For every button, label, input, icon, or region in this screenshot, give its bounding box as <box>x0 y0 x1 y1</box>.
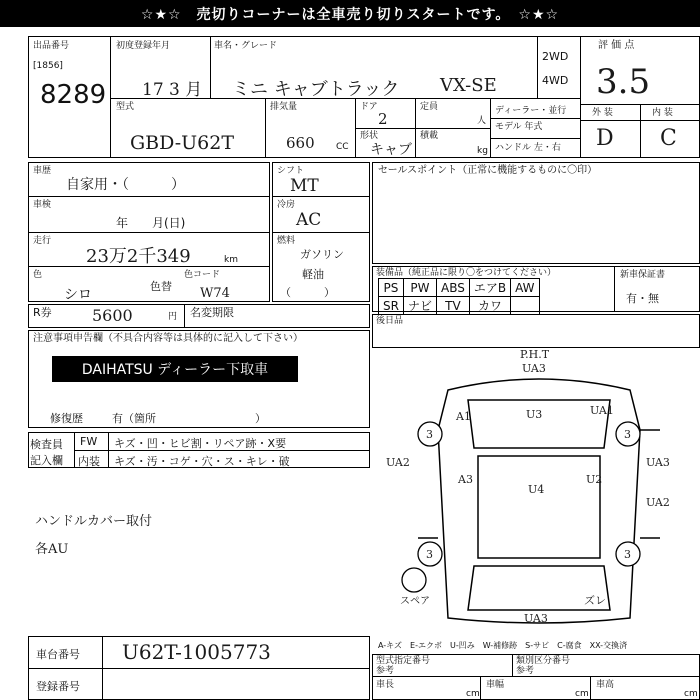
color-code-value: W74 <box>200 286 230 301</box>
color-value: シロ <box>64 287 92 303</box>
inspector-row1: キズ・凹・ヒビ割・リペア跡・X要 <box>114 437 287 450</box>
chassis-number: U62T-1005773 <box>122 640 271 664</box>
spare-label: スペア <box>400 596 430 607</box>
displacement-unit: CC <box>336 142 349 152</box>
height-label: 車高 <box>596 680 615 690</box>
history-label: 車歴 <box>33 166 52 176</box>
inspector-label: 検査員 <box>30 438 63 451</box>
recycle-unit: 円 <box>168 312 178 322</box>
handle-label: ハンドル 左・右 <box>495 143 561 153</box>
lot-number-label: 出品番号 <box>33 41 70 51</box>
equipment-label: 装備品（純正品に限り〇をつけてください） <box>376 268 557 278</box>
first-registration-label: 初度登録年月 <box>116 41 171 51</box>
fuel-option: 軽油 <box>302 268 324 281</box>
load-label: 積載 <box>420 131 439 141</box>
shift-label: シフト <box>277 166 305 176</box>
damage-legend: A-キズ E-エクボ U-凹み W-補修跡 S-サビ C-腐食 XX-交換済 <box>378 641 628 650</box>
name-change-deadline-label: 名変期限 <box>190 306 234 319</box>
mark-front: UA3 <box>522 362 546 375</box>
after-items-label: 後日品 <box>376 316 404 326</box>
chassis-label: 車台番号 <box>36 648 80 661</box>
mark-left-front: A1 <box>456 410 471 423</box>
shift-value: MT <box>290 176 319 196</box>
equip-tv: TV <box>436 297 469 315</box>
exterior-label: 外 装 <box>592 108 613 118</box>
spare-tire <box>402 568 426 592</box>
car-name-label: 車名・グレード <box>214 41 278 51</box>
vehicle-damage-diagram <box>378 348 700 630</box>
mark-right-front: UA1 <box>590 404 614 417</box>
interior-grade: C <box>660 126 677 151</box>
equip-pw: PW <box>403 279 436 297</box>
color-label: 色 <box>33 270 43 280</box>
color-code-label: 色コード <box>184 270 221 280</box>
inspector-row2: キズ・汚・コゲ・穴・ス・キレ・破 <box>114 455 290 468</box>
model-year-label: モデル 年式 <box>495 122 543 132</box>
lot-number: 8289 <box>40 80 107 110</box>
width-label: 車幅 <box>486 680 505 690</box>
warranty-label: 新車保証書 <box>620 270 666 280</box>
mileage-label: 走行 <box>33 236 52 246</box>
length-label: 車長 <box>376 680 395 690</box>
mileage-unit: km <box>224 255 238 265</box>
tire-label-rl: 3 <box>426 548 433 561</box>
interior-entry-label: 内装 <box>78 455 100 468</box>
history-value: 自家用・（ ） <box>66 177 185 193</box>
equipment-table <box>378 278 540 315</box>
displacement-value: 660 <box>286 134 315 152</box>
equip-leather: カワ <box>469 297 510 315</box>
mileage-value: 23万2千349 <box>86 246 191 267</box>
load-unit: kg <box>477 146 488 156</box>
equip-navi: ナビ <box>403 297 436 315</box>
dealer-label: ディーラー・並行 <box>495 106 567 116</box>
mark-left-body: A3 <box>458 473 473 486</box>
fw-label: FW <box>80 435 98 448</box>
mark-right-line: UA2 <box>646 496 670 509</box>
type-number-sub: 参考 <box>376 666 395 676</box>
mark-left-side: UA2 <box>386 456 410 469</box>
tire-label-rr: 3 <box>624 548 631 561</box>
grade-value: VX-SE <box>440 75 497 96</box>
height-unit: cm <box>684 689 698 699</box>
registration-label: 登録番号 <box>36 680 80 693</box>
first-registration-value: 17 3 月 <box>142 80 203 100</box>
mark-right-body: U2 <box>586 473 603 486</box>
body-label: 形状 <box>360 131 379 141</box>
fuel-label: 燃料 <box>277 236 296 246</box>
sales-point-box <box>372 162 700 264</box>
class-number-sub: 参考 <box>516 666 535 676</box>
model-label: 型式 <box>116 102 135 112</box>
dealer-trade-in-badge: DAIHATSU ディーラー下取車 <box>52 356 298 382</box>
doors-label: ドア <box>360 102 378 112</box>
fuel-other: （ ） <box>280 286 335 299</box>
tire-label-fl: 3 <box>426 428 433 441</box>
body-value: キャブ <box>370 142 412 158</box>
equip-sr: SR <box>379 297 404 315</box>
sales-point-label: セールスポイント（正常に機能するものに〇印） <box>378 165 598 176</box>
capacity-unit: 人 <box>477 116 487 126</box>
capacity-label: 定員 <box>420 102 439 112</box>
diagram-front-label: P.H.T <box>520 348 550 361</box>
mark-center: U4 <box>528 483 545 496</box>
class-number-label: 類別区分番号 <box>516 656 571 666</box>
inspection-value: 年 月(日) <box>116 216 186 230</box>
after-items-box <box>372 314 700 348</box>
mark-rear-right: ズレ <box>584 594 606 607</box>
repair-history-label: 修復歴 <box>50 412 83 425</box>
warranty-value: 有・無 <box>626 292 659 305</box>
interior-label: 内 装 <box>652 108 673 118</box>
handwritten-note-2: 各AU <box>35 542 69 557</box>
handwritten-note-1: ハンドルカバー取付 <box>35 514 153 529</box>
score-value: 3.5 <box>596 62 651 102</box>
mark-right-side: UA3 <box>646 456 670 469</box>
recycle-value: 5600 <box>92 306 133 325</box>
equip-airbag: エアB <box>469 279 510 297</box>
width-unit: cm <box>575 689 589 699</box>
repair-history-value: 有（箇所 ） <box>112 412 266 425</box>
drive-2wd: 2WD <box>542 50 569 63</box>
length-unit: cm <box>466 689 480 699</box>
doors-value: 2 <box>378 110 388 128</box>
score-label: 評 価 点 <box>598 40 635 51</box>
recycle-label: R券 <box>33 306 52 319</box>
ac-label: 冷房 <box>277 200 296 210</box>
mark-rear: UA3 <box>524 612 548 625</box>
displacement-label: 排気量 <box>270 102 298 112</box>
equip-ps: PS <box>379 279 404 297</box>
tire-label-fr: 3 <box>624 428 631 441</box>
exterior-grade: D <box>596 126 614 151</box>
car-name-value: ミニ キャブトラック <box>232 79 400 100</box>
equip-aw: AW <box>511 279 539 297</box>
color-change-label: 色替 <box>150 280 172 293</box>
model-value: GBD-U62T <box>130 132 235 154</box>
equip-abs: ABS <box>436 279 469 297</box>
lot-sub-number: [1856] <box>33 61 63 71</box>
inspection-label: 車検 <box>33 200 52 210</box>
entry-label: 記入欄 <box>30 454 63 467</box>
ac-value: AC <box>296 210 322 230</box>
notes-label: 注意事項申告欄（不具合内容等は具体的に記入して下さい） <box>33 333 303 344</box>
auction-banner <box>0 0 700 27</box>
banner-text: ☆★☆ 売切りコーナーは全車売り切りスタートです。 ☆★☆ <box>140 6 560 23</box>
fuel-value: ガソリン <box>300 248 344 261</box>
type-number-label: 型式指定番号 <box>376 656 431 666</box>
drive-4wd: 4WD <box>542 74 569 87</box>
mark-hood: U3 <box>526 408 543 421</box>
